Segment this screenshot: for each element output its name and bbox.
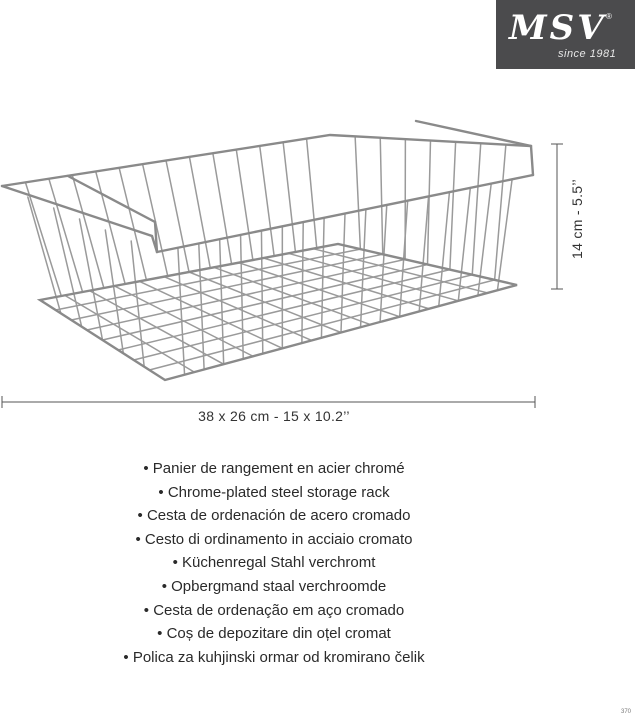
front-wall-wire [458, 188, 470, 301]
front-wall-wire [178, 248, 185, 375]
back-wall-wire [283, 142, 295, 252]
front-wall-wire [497, 179, 512, 290]
feature-item-pt: • Cesta de ordenação em aço cromado [0, 599, 548, 623]
brand-logo [496, 0, 635, 69]
page-code: 370 [620, 709, 631, 715]
feature-list [0, 457, 548, 669]
brand-tagline: since 1981 [558, 48, 617, 60]
floor-wire [103, 265, 428, 341]
wire-basket-illustration [0, 110, 635, 410]
feature-item-hr: • Polica za kuhjinski ormar od kromirano čelik [0, 646, 548, 670]
height-dimension-line [551, 144, 563, 289]
back-wall-wire [166, 161, 189, 273]
height-dimension-label: 14 cm - 5.5’’ [569, 179, 585, 259]
left-wall-wire [80, 219, 103, 340]
right-wall-wire [450, 142, 456, 270]
feature-item-ro: • Coș de depozitare din oțel cromat [0, 622, 548, 646]
front-wall-wire [439, 192, 450, 306]
back-wall-wire [236, 150, 253, 260]
top-rim-back [2, 135, 531, 186]
width-dimension-label: 38 x 26 cm - 15 x 10.2’’ [198, 408, 350, 424]
feature-item-en: • Chrome-plated steel storage rack [0, 481, 548, 505]
feature-item-nl: • Opbergmand staal verchroomde [0, 575, 548, 599]
brand-name: MSV [509, 8, 607, 48]
feature-item-it: • Cesto di ordinamento in acciaio cromato [0, 528, 548, 552]
right-wall-wire [355, 136, 360, 249]
back-wall-wire [213, 153, 232, 264]
back-wall-wire [143, 164, 168, 276]
feature-item-de: • Küchenregal Stahl verchromt [0, 551, 548, 575]
front-wall-wire [261, 231, 262, 354]
left-wall-wire [105, 230, 123, 353]
feature-item-fr: • Panier de rangement en acier chromé [0, 457, 548, 481]
back-wall-wire [307, 139, 317, 248]
feature-item-es: • Cesta de ordenación de acero cromado [0, 504, 548, 528]
width-dimension-line [2, 396, 535, 408]
right-wall-wire [380, 138, 383, 255]
left-hook-inner-bar [68, 176, 157, 252]
right-wall-wire [472, 143, 481, 275]
right-hook-bar [416, 121, 533, 175]
front-wall-wire [241, 235, 244, 359]
registered-mark: ® [606, 12, 612, 21]
right-wall-wire [495, 145, 506, 280]
